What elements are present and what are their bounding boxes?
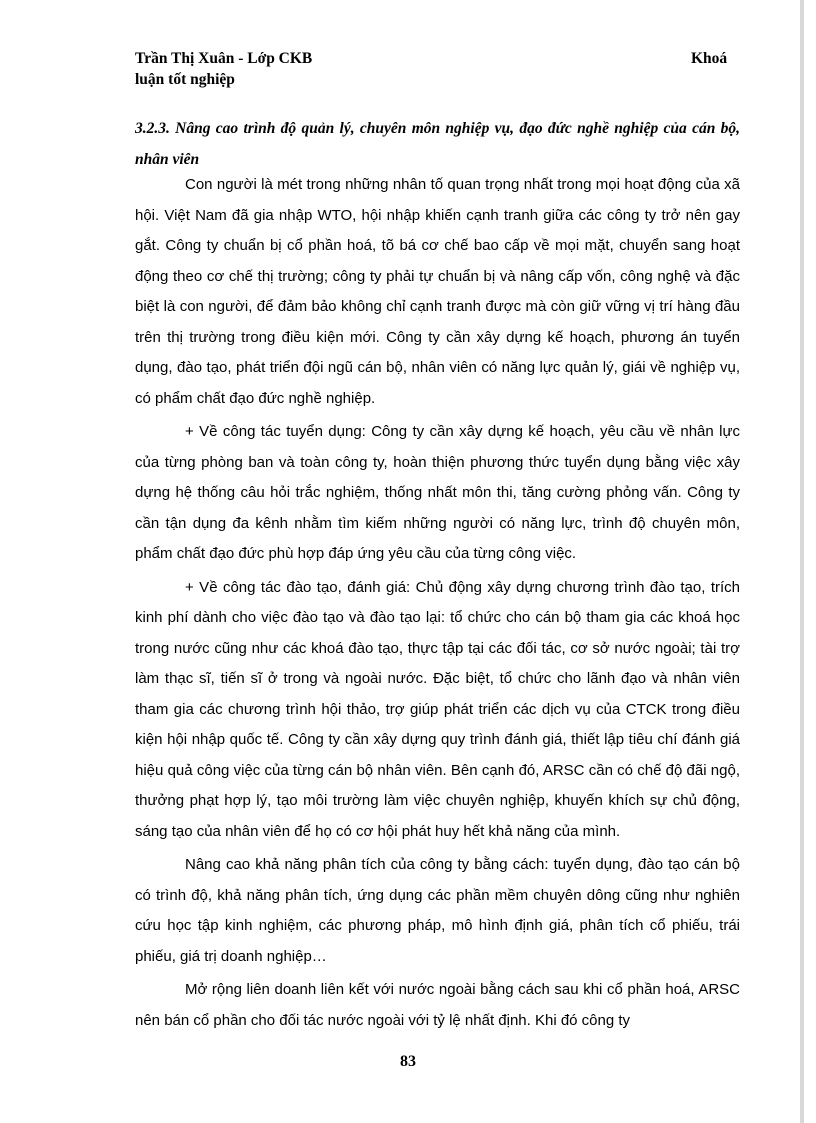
section-title: 3.2.3. Nâng cao trình độ quản lý, chuyên môn nghiệp vụ, đạo đức nghề nghiệp của cán bộ, nhân viên	[135, 120, 740, 168]
header-right-text: Khoá	[691, 50, 728, 67]
paragraph: Nâng cao khả năng phân tích của công ty bằng cách: tuyển dụng, đào tạo cán bộ có trình độ, khả năng phân tích, ứng dụng các phần mềm chuyên dông cũng như nghiên cứu học tập kinh nghiệm, các phương pháp, mô hình định giá, phân tích cổ phiếu, trái phiếu, giá trị doanh nghiệp…	[135, 856, 740, 965]
body-text	[135, 170, 740, 1039]
paragraph: + Về công tác đào tạo, đánh giá: Chủ động xây dựng chương trình đào tạo, trích kinh phí dành cho việc đào tạo và đào tạo lại: tổ chức cho cán bộ tham gia các khoá học trong nước cũng như các khoá đào tạo, thực tập tại các đối tác, cơ sở nước ngoài; tài trợ làm thạc sĩ, tiến sĩ ở trong và ngoài nước. Đặc biệt, tổ chức cho lãnh đạo và nhân viên tham gia các chương trình hội thảo, trợ giúp phát triển các dịch vụ của CTCK trong điều kiện hội nhập quốc tế. Công ty cần xây dựng quy trình đánh giá, thiết lập tiêu chí đánh giá hiệu quả công việc của từng cán bộ nhân viên. Bên cạnh đó, ARSC cần có chế độ đãi ngộ, thưởng phạt hợp lý, tạo môi trường làm việc chuyên nghiệp, khuyến khích sự chủ động, sáng tạo của nhân viên để họ có cơ hội phát huy hết khả năng của mình.	[135, 578, 740, 840]
header-author-class: Trần Thị Xuân - Lớp CKB	[135, 50, 313, 67]
page-number: 83	[400, 1053, 416, 1070]
paragraph: Con người là mét trong những nhân tố quan trọng nhất trong mọi hoạt động của xã hội. Việt Nam đã gia nhập WTO, hội nhập khiến cạnh tranh giữa các công ty trở nên gay gắt. Công ty chuẩn bị cổ phần hoá, tõ bá cơ chế bao cấp về mọi mặt, chuyển sang hoạt động theo cơ chế thị trường; công ty phải tự chuẩn bị và nâng cấp vốn, công nghệ và đặc biệt là con người, để đảm bảo không chỉ cạnh tranh được mà còn giữ vững vị trí hàng đầu trên thị trường trong điều kiện mới. Công ty cần xây dựng kế hoạch, phương án tuyển dụng, đào tạo, phát triển đội ngũ cán bộ, nhân viên có năng lực quản lý, giái về nghiệp vụ, có phẩm chất đạo đức nghề nghiệp.	[135, 176, 740, 407]
header-thesis-label: luận tốt nghiệp	[135, 71, 235, 88]
paragraph: + Về công tác tuyển dụng: Công ty cần xây dựng kế hoạch, yêu cầu về nhân lực của từng phòng ban và toàn công ty, hoàn thiện phương thức tuyển dụng bằng việc xây dựng hệ thống câu hỏi trắc nghiệm, thống nhất môn thi, tăng cường phỏng vấn. Công ty cần tận dụng đa kênh nhằm tìm kiếm những người có năng lực, trình độ chuyên môn, phẩm chất đạo đức phù hợp đáp ứng yêu cầu của từng công việc.	[135, 423, 740, 562]
paragraph: Mở rộng liên doanh liên kết với nước ngoài bằng cách sau khi cổ phần hoá, ARSC nên bán cổ phần cho đối tác nước ngoài với tỷ lệ nhất định. Khi đó công ty	[135, 981, 740, 1029]
page-edge-shadow	[800, 0, 804, 1123]
page-header	[135, 48, 735, 90]
